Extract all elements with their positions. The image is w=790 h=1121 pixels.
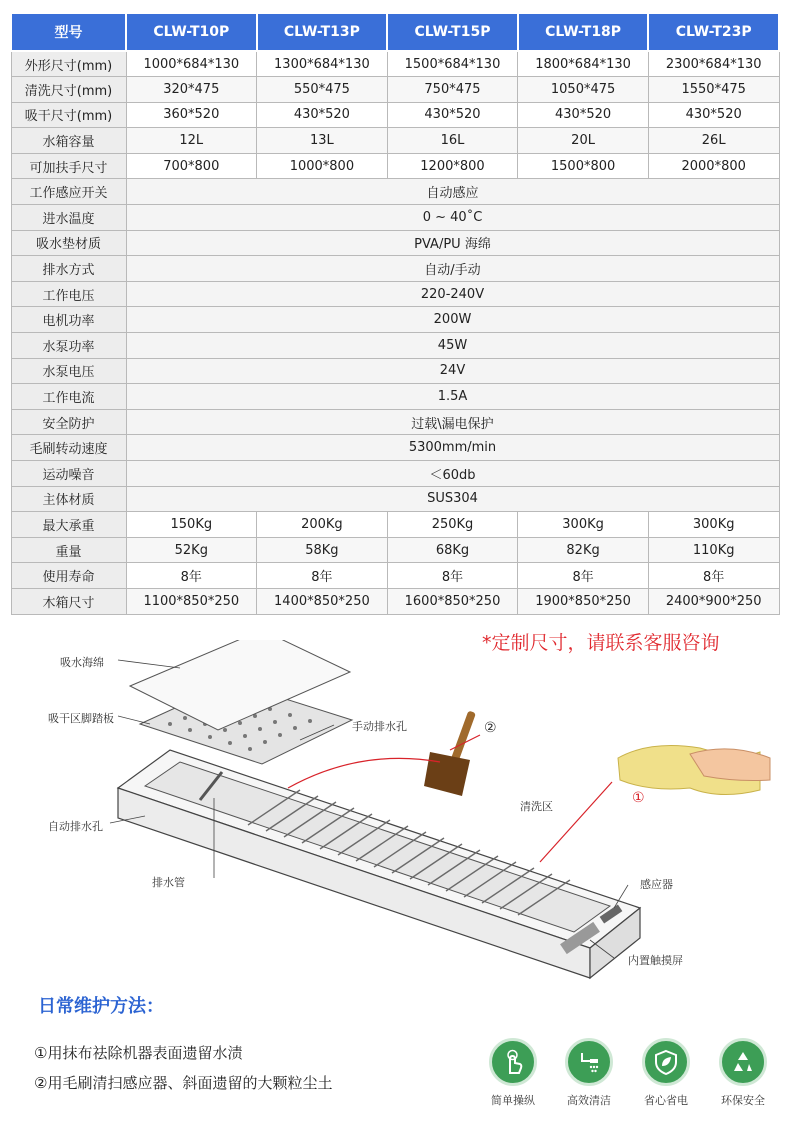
spec-row — [11, 358, 779, 384]
marker-1: ① — [632, 790, 645, 806]
spec-row-label: 水泵电压 — [11, 358, 126, 384]
spec-row — [11, 486, 779, 512]
maintenance-title: 日常维护方法： — [38, 996, 164, 1017]
spec-cell-shared: 过载\漏电保护 — [126, 409, 779, 435]
spec-cell: 430*520 — [518, 102, 649, 128]
header-t13p: CLW-T13P — [257, 13, 388, 51]
spec-cell: 1800*684*130 — [518, 51, 649, 77]
spec-row-label: 使用寿命 — [11, 563, 126, 589]
spec-row-label: 主体材质 — [11, 486, 126, 512]
spec-row — [11, 563, 779, 589]
maintenance-step-1: ①用抹布祛除机器表面遗留水渍 — [34, 1044, 243, 1062]
spec-row-label: 毛刷转动速度 — [11, 435, 126, 461]
spec-row-label: 吸干尺寸(mm) — [11, 102, 126, 128]
spec-row — [11, 461, 779, 487]
spec-cell: 12L — [126, 128, 257, 154]
spec-cell: 1000*800 — [257, 153, 388, 179]
spec-row — [11, 537, 779, 563]
product-diagram — [0, 640, 790, 1000]
spec-cell: 300Kg — [648, 512, 779, 538]
spec-cell: 2300*684*130 — [648, 51, 779, 77]
spec-row — [11, 588, 779, 614]
spec-cell-shared: 1.5A — [126, 384, 779, 410]
spec-cell-shared: PVA/PU 海绵 — [126, 230, 779, 256]
marker-2: ② — [484, 720, 497, 736]
spec-header-row — [11, 13, 779, 51]
shower-icon — [565, 1038, 613, 1086]
label-sponge: 吸水海绵 — [60, 656, 104, 669]
spec-row — [11, 409, 779, 435]
spec-row-label: 水泵功率 — [11, 333, 126, 359]
label-wash-zone: 清洗区 — [520, 800, 553, 813]
feature-label: 简单操纵 — [491, 1094, 535, 1107]
spec-cell: 1200*800 — [387, 153, 518, 179]
spec-row-label: 电机功率 — [11, 307, 126, 333]
header-model: 型号 — [11, 13, 126, 51]
spec-cell: 1050*475 — [518, 77, 649, 103]
feature-label: 省心省电 — [644, 1094, 688, 1107]
spec-row — [11, 230, 779, 256]
spec-cell: 8年 — [257, 563, 388, 589]
spec-cell-shared: 220-240V — [126, 281, 779, 307]
spec-table-container — [10, 12, 780, 615]
spec-row — [11, 77, 779, 103]
custom-size-note: *定制尺寸，请联系客服咨询 — [482, 632, 720, 654]
header-t15p: CLW-T15P — [387, 13, 518, 51]
spec-cell: 8年 — [648, 563, 779, 589]
spec-row-label: 清洗尺寸(mm) — [11, 77, 126, 103]
spec-body — [11, 51, 779, 614]
spec-cell: 360*520 — [126, 102, 257, 128]
spec-cell-shared: 200W — [126, 307, 779, 333]
spec-cell: 20L — [518, 128, 649, 154]
spec-cell: 1000*684*130 — [126, 51, 257, 77]
spec-cell: 150Kg — [126, 512, 257, 538]
spec-cell: 320*475 — [126, 77, 257, 103]
spec-cell: 430*520 — [387, 102, 518, 128]
feature-efficient-cleaning — [554, 1038, 624, 1108]
spec-row-label: 安全防护 — [11, 409, 126, 435]
spec-cell: 1400*850*250 — [257, 588, 388, 614]
spec-cell: 13L — [257, 128, 388, 154]
spec-cell-shared: 自动感应 — [126, 179, 779, 205]
spec-cell: 58Kg — [257, 537, 388, 563]
spec-cell: 82Kg — [518, 537, 649, 563]
spec-cell: 2400*900*250 — [648, 588, 779, 614]
recycle-icon — [719, 1038, 767, 1086]
label-dry-plate: 吸干区脚踏板 — [48, 712, 114, 725]
spec-cell: 8年 — [518, 563, 649, 589]
spec-row-label: 可加扶手尺寸 — [11, 153, 126, 179]
spec-row — [11, 435, 779, 461]
header-t10p: CLW-T10P — [126, 13, 257, 51]
spec-row — [11, 256, 779, 282]
spec-row — [11, 51, 779, 77]
spec-cell: 200Kg — [257, 512, 388, 538]
spec-cell: 8年 — [126, 563, 257, 589]
spec-cell-shared: 0 ~ 40˚C — [126, 205, 779, 231]
spec-cell: 1500*684*130 — [387, 51, 518, 77]
spec-cell: 16L — [387, 128, 518, 154]
spec-cell: 52Kg — [126, 537, 257, 563]
feature-eco-safe — [708, 1038, 778, 1108]
cloth-hand-icon — [618, 746, 770, 795]
touch-icon — [489, 1038, 537, 1086]
spec-cell-shared: 5300mm/min — [126, 435, 779, 461]
spec-cell-shared: 45W — [126, 333, 779, 359]
spec-cell-shared: 24V — [126, 358, 779, 384]
header-t18p: CLW-T18P — [518, 13, 649, 51]
spec-cell: 1600*850*250 — [387, 588, 518, 614]
spec-cell: 250Kg — [387, 512, 518, 538]
spec-cell: 750*475 — [387, 77, 518, 103]
spec-cell: 110Kg — [648, 537, 779, 563]
spec-row — [11, 512, 779, 538]
spec-row-label: 工作电流 — [11, 384, 126, 410]
label-drain-pipe: 排水管 — [152, 876, 185, 889]
spec-row — [11, 205, 779, 231]
spec-cell: 700*800 — [126, 153, 257, 179]
spec-cell: 2000*800 — [648, 153, 779, 179]
spec-cell: 300Kg — [518, 512, 649, 538]
spec-row — [11, 153, 779, 179]
label-sensor: 感应器 — [640, 878, 673, 891]
spec-cell: 1900*850*250 — [518, 588, 649, 614]
spec-row-label: 进水温度 — [11, 205, 126, 231]
spec-row — [11, 307, 779, 333]
header-t23p: CLW-T23P — [648, 13, 779, 51]
spec-row-label: 重量 — [11, 537, 126, 563]
spec-row-label: 排水方式 — [11, 256, 126, 282]
spec-cell: 430*520 — [648, 102, 779, 128]
spec-row — [11, 179, 779, 205]
maintenance-step-2: ②用毛刷清扫感应器、斜面遗留的大颗粒尘土 — [34, 1074, 333, 1092]
spec-row-label: 最大承重 — [11, 512, 126, 538]
label-manual-drain: 手动排水孔 — [352, 720, 407, 733]
spec-row — [11, 102, 779, 128]
product-illustration — [0, 640, 790, 1000]
spec-row-label: 木箱尺寸 — [11, 588, 126, 614]
spec-row-label: 水箱容量 — [11, 128, 126, 154]
feature-icons — [478, 1038, 780, 1110]
spec-row-label: 运动噪音 — [11, 461, 126, 487]
spec-row-label: 工作电压 — [11, 281, 126, 307]
spec-cell: 1500*800 — [518, 153, 649, 179]
feature-power-saving — [631, 1038, 701, 1108]
spec-row-label: 工作感应开关 — [11, 179, 126, 205]
brush-icon — [424, 710, 476, 796]
spec-row — [11, 333, 779, 359]
spec-cell: 430*520 — [257, 102, 388, 128]
spec-cell: 550*475 — [257, 77, 388, 103]
spec-cell: 68Kg — [387, 537, 518, 563]
label-auto-drain: 自动排水孔 — [48, 820, 103, 833]
spec-cell: 1100*850*250 — [126, 588, 257, 614]
spec-cell-shared: SUS304 — [126, 486, 779, 512]
spec-cell-shared: 自动/手动 — [126, 256, 779, 282]
spec-cell: 1300*684*130 — [257, 51, 388, 77]
spec-cell-shared: ＜60db — [126, 461, 779, 487]
feature-simple-operation — [478, 1038, 548, 1108]
spec-cell: 26L — [648, 128, 779, 154]
spec-row — [11, 281, 779, 307]
spec-cell: 8年 — [387, 563, 518, 589]
shield-leaf-icon — [642, 1038, 690, 1086]
feature-label: 高效清洁 — [567, 1094, 611, 1107]
spec-row-label: 吸水垫材质 — [11, 230, 126, 256]
spec-row — [11, 384, 779, 410]
label-touch-screen: 内置触摸屏 — [628, 954, 683, 967]
spec-cell: 1550*475 — [648, 77, 779, 103]
feature-label: 环保安全 — [721, 1094, 765, 1107]
spec-row-label: 外形尺寸(mm) — [11, 51, 126, 77]
spec-row — [11, 128, 779, 154]
spec-table — [10, 12, 780, 615]
